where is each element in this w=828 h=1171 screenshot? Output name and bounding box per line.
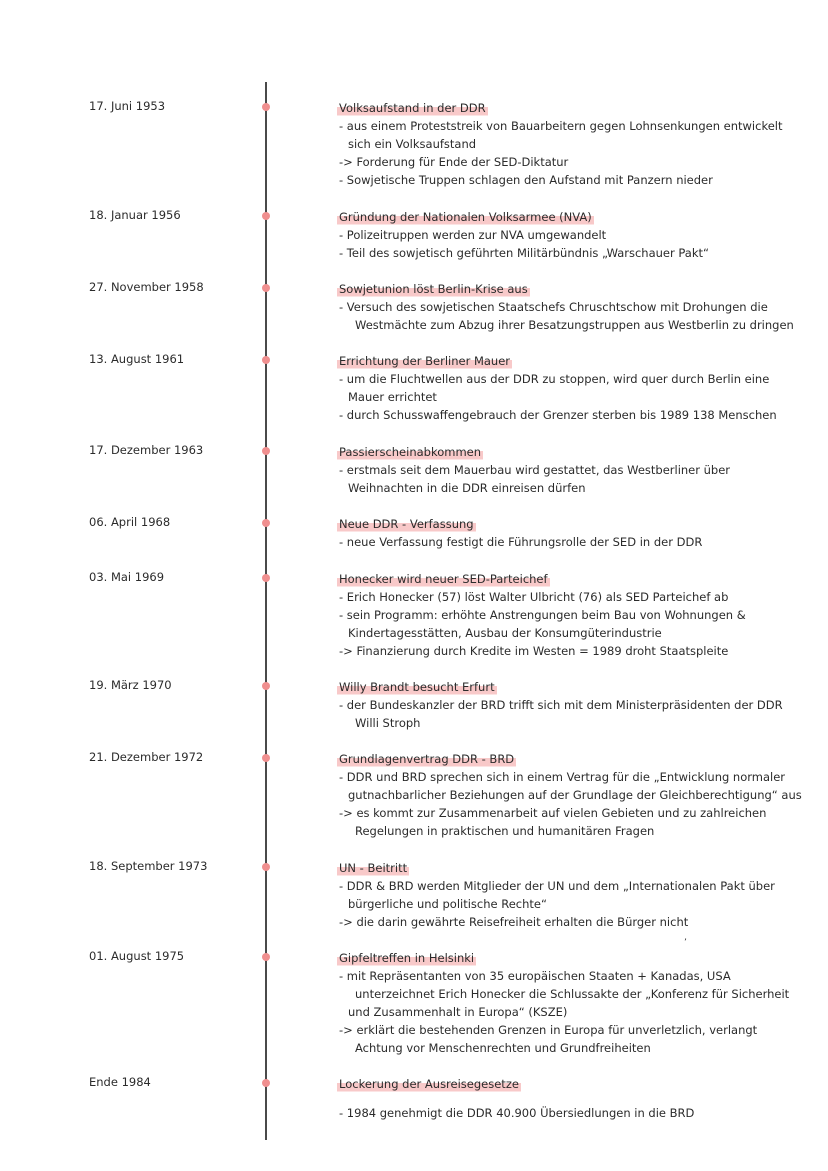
entry-title: Honecker wird neuer SED-Parteichef xyxy=(339,572,548,586)
entry-content xyxy=(339,748,802,840)
entry-line: gutnachbarlicher Beziehungen auf der Grundlage der Gleichberechtigung“ aus xyxy=(348,788,802,802)
timeline-dot xyxy=(262,103,270,111)
entry-content xyxy=(339,947,791,1057)
entry-line: -> Finanzierung durch Kredite im Westen = 1989 droht Staatspleite xyxy=(339,644,729,658)
entry-date: 13. August 1961 xyxy=(89,352,185,366)
entry-date: Ende 1984 xyxy=(89,1075,151,1089)
entry-title: Grundlagenvertrag DDR - BRD xyxy=(339,752,515,766)
entry-line: - mit Repräsentanten von 35 europäischen Staaten + Kanadas, USA xyxy=(339,969,731,983)
entry-content xyxy=(339,206,791,262)
entry-title: Volksaufstand in der DDR xyxy=(339,101,486,115)
entry-line: - um die Fluchtwellen aus der DDR zu stoppen, wird quer durch Berlin eine xyxy=(339,372,770,386)
entry-line: - Sowjetische Truppen schlagen den Aufstand mit Panzern nieder xyxy=(339,173,713,187)
timeline-dot xyxy=(262,754,270,762)
stray-mark: ʼ xyxy=(684,938,687,948)
timeline-dot xyxy=(262,212,270,220)
timeline-dot xyxy=(262,519,270,527)
entry-date: 27. November 1958 xyxy=(89,280,204,294)
entry-content xyxy=(339,513,791,551)
timeline-dot xyxy=(262,863,270,871)
entry-line: und Zusammenhalt in Europa“ (KSZE) xyxy=(348,1005,568,1019)
entry-title: UN - Beitritt xyxy=(339,861,408,875)
entry-line: - neue Verfassung festigt die Führungsrolle der SED in der DDR xyxy=(339,535,703,549)
entry-title: Neue DDR - Verfassung xyxy=(339,517,474,531)
entry-line: - aus einem Proteststreik von Bauarbeitern gegen Lohnsenkungen entwickelt xyxy=(339,119,783,133)
entry-date: 01. August 1975 xyxy=(89,949,185,963)
entry-content xyxy=(339,676,791,732)
timeline-dot xyxy=(262,1079,270,1087)
entry-title: Sowjetunion löst Berlin-Krise aus xyxy=(339,282,528,296)
entry-title: Gründung der Nationalen Volksarmee (NVA) xyxy=(339,210,592,224)
entry-date: 21. Dezember 1972 xyxy=(89,750,204,764)
entry-date: 18. Januar 1956 xyxy=(89,208,181,222)
entry-line: -> es kommt zur Zusammenarbeit auf vielen Gebieten und zu zahlreichen xyxy=(339,806,767,820)
entry-line: bürgerliche und politische Rechte“ xyxy=(348,897,547,911)
entry-line: Mauer errichtet xyxy=(348,390,437,404)
entry-line: Westmächte zum Abzug ihrer Besatzungstruppen aus Westberlin zu dringen xyxy=(355,318,794,332)
entry-line: - erstmals seit dem Mauerbau wird gestattet, das Westberliner über xyxy=(339,463,731,477)
entry-line: - durch Schusswaffengebrauch der Grenzer sterben bis 1989 138 Menschen xyxy=(339,408,777,422)
entry-content xyxy=(339,97,791,189)
entry-date: 06. April 1968 xyxy=(89,515,171,529)
entry-line: Regelungen in praktischen und humanitären Fragen xyxy=(355,824,655,838)
entry-content xyxy=(339,1073,791,1122)
entry-line: Kindertagesstätten, Ausbau der Konsumgüterindustrie xyxy=(348,626,662,640)
entry-content xyxy=(339,278,794,334)
entry-line: Achtung vor Menschenrechten und Grundfreiheiten xyxy=(355,1041,651,1055)
entry-line: unterzeichnet Erich Honecker die Schlussakte der „Konferenz für Sicherheit xyxy=(355,987,790,1001)
entry-content xyxy=(339,857,791,931)
entry-date: 18. September 1973 xyxy=(89,859,208,873)
entry-line: - DDR und BRD sprechen sich in einem Vertrag für die „Entwicklung normaler xyxy=(339,770,786,784)
entry-line: - Teil des sowjetisch geführten Militärbündnis „Warschauer Pakt“ xyxy=(339,246,709,260)
entry-title: Willy Brandt besucht Erfurt xyxy=(339,680,495,694)
entry-line: -> erklärt die bestehenden Grenzen in Europa für unverletzlich, verlangt xyxy=(339,1023,758,1037)
entry-line: - 1984 genehmigt die DDR 40.900 Übersiedlungen in die BRD xyxy=(339,1106,695,1120)
entry-title: Errichtung der Berliner Mauer xyxy=(339,354,511,368)
entry-line: sich ein Volksaufstand xyxy=(348,137,477,151)
entry-date: 03. Mai 1969 xyxy=(89,570,165,584)
entry-content xyxy=(339,441,791,497)
entry-line: -> die darin gewährte Reisefreiheit erhalten die Bürger nicht xyxy=(339,915,689,929)
entry-date: 17. Juni 1953 xyxy=(89,99,166,113)
entry-title: Gipfeltreffen in Helsinki xyxy=(339,951,475,965)
timeline-dot xyxy=(262,356,270,364)
timeline-dot xyxy=(262,682,270,690)
entry-content xyxy=(339,350,791,424)
timeline-dot xyxy=(262,284,270,292)
entry-line: - Polizeitruppen werden zur NVA umgewandelt xyxy=(339,228,607,242)
entry-line: Willi Stroph xyxy=(355,716,421,730)
entry-line: - Versuch des sowjetischen Staatschefs Chruschtschow mit Drohungen die xyxy=(339,300,768,314)
entry-date: 19. März 1970 xyxy=(89,678,172,692)
entry-line: Weihnachten in die DDR einreisen dürfen xyxy=(348,481,586,495)
entry-content xyxy=(339,568,791,660)
timeline-axis xyxy=(265,82,267,1140)
entry-title: Passierscheinabkommen xyxy=(339,445,482,459)
entry-date: 17. Dezember 1963 xyxy=(89,443,204,457)
entry-line: - der Bundeskanzler der BRD trifft sich mit dem Ministerpräsidenten der DDR xyxy=(339,698,783,712)
entry-title: Lockerung der Ausreisegesetze xyxy=(339,1077,519,1091)
timeline-dot xyxy=(262,574,270,582)
timeline-dot xyxy=(262,953,270,961)
entry-line: -> Forderung für Ende der SED-Diktatur xyxy=(339,155,569,169)
timeline-dot xyxy=(262,447,270,455)
entry-line: - Erich Honecker (57) löst Walter Ulbricht (76) als SED Parteichef ab xyxy=(339,590,729,604)
entry-line: - DDR & BRD werden Mitglieder der UN und dem „Internationalen Pakt über xyxy=(339,879,775,893)
entry-line: - sein Programm: erhöhte Anstrengungen beim Bau von Wohnungen & xyxy=(339,608,746,622)
